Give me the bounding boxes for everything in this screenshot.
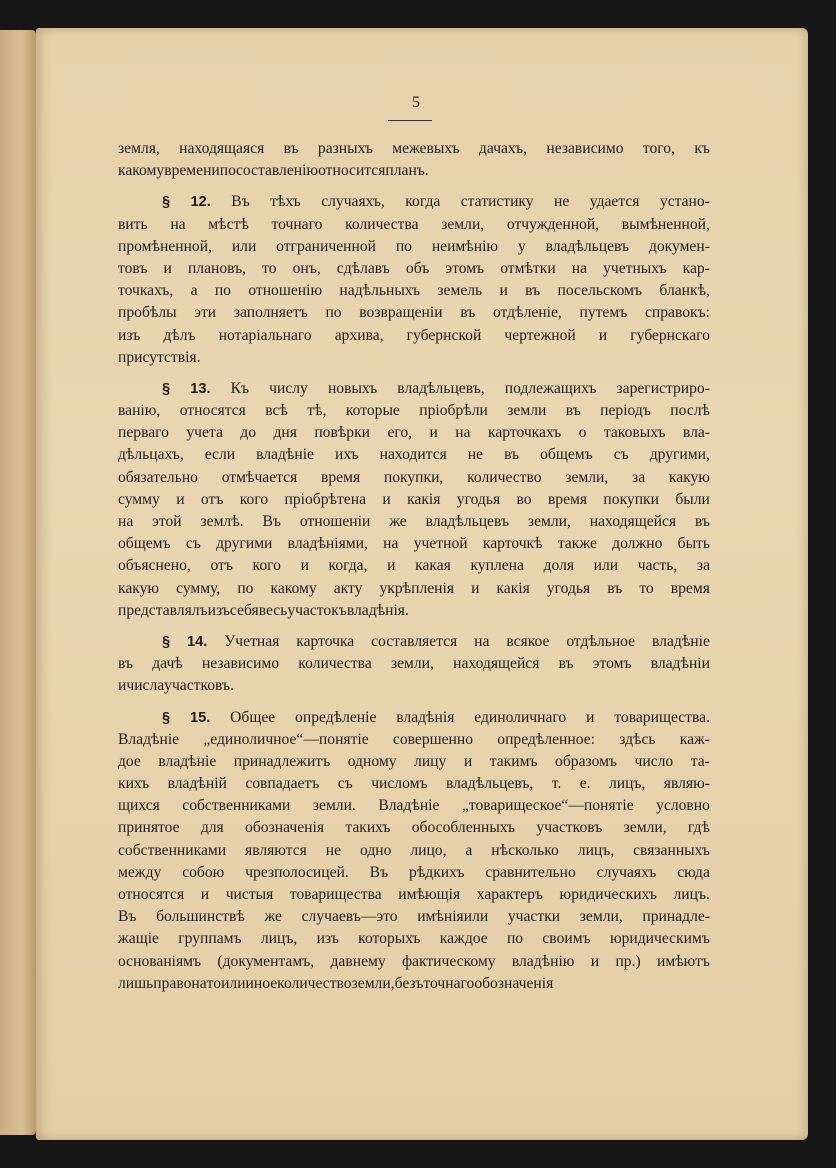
paragraph (118, 191, 710, 369)
text-line: дѣльцахъ, если владѣніе ихъ находится не въ общемъ съ другими, (118, 446, 710, 464)
text-line: пробѣлы эти заполняетъ по возвращеніи въ отдѣленіе, путемъ справокъ: (118, 304, 710, 322)
text-line: Владѣніе „единоличное“—понятіе совершенно опредѣленное: здѣсь каж- (118, 730, 710, 748)
text-line: перваго учета до дня повѣрки его, и на карточкахъ о таковыхъ вла- (118, 424, 710, 442)
facing-page-edge (0, 30, 36, 1135)
text-line: сумму и отъ кого пріобрѣтена и какія угодья во время покупки были (118, 490, 710, 508)
page-number-rule (388, 120, 432, 121)
text-line: лишь право на то или иное количество земли, безъ точнаго обозначенія (118, 974, 554, 992)
paragraph (118, 138, 710, 182)
text-line: собственниками являются не одно лицо, а нѣсколько лицъ, связанныхъ (118, 841, 710, 859)
paragraph-gap (118, 369, 710, 378)
text-line: общемъ съ другими владѣніями, на учетной карточкѣ также должно быть (118, 535, 710, 553)
text-line: обязательно отмѣчается время покупки, количество земли, за какую (118, 468, 710, 486)
text-line: изъ дѣлъ нотаріальнаго архива, губернской чертежной и губернскаго (118, 326, 710, 344)
paragraph (118, 631, 710, 698)
text-line: кихъ владѣній совпадаетъ съ числомъ владѣльцевъ, т. е. лицъ, являю- (118, 775, 710, 793)
text-line: земля, находящаяся въ разныхъ межевыхъ дачахъ, независимо того, къ (118, 140, 710, 157)
text-line: § 15. Общее опредѣленіе владѣнія единоличнаго и товарищества. (162, 708, 710, 726)
text-line: § 14. Учетная карточка составляется на всякое отдѣльное владѣніе (162, 632, 710, 650)
text-line: товъ и плановъ, то онъ, сдѣлавъ объ этомъ отмѣтки на учетныхъ кар- (118, 259, 710, 277)
text-line: присутствія. (118, 348, 201, 366)
page-body (118, 138, 710, 995)
text-line: промѣненной, или отграниченной по неимѣнію у владѣльцевъ докумен- (118, 237, 710, 255)
text-line: между собою чрезполосицей. Въ рѣдкихъ сравнительно случаяхъ сюда (118, 863, 710, 881)
text-line: § 12. Въ тѣхъ случаяхъ, когда статистику не удается устано- (162, 193, 710, 211)
text-line: жащіе группамъ лицъ, изъ которыхъ каждое по своимъ юридическимъ (118, 930, 710, 948)
text-line: въ дачѣ независимо количества земли, находящейся въ этомъ владѣніи (118, 655, 710, 673)
text-line: дое владѣніе принадлежитъ одному лицу и такимъ образомъ число та- (118, 752, 710, 770)
paragraph (118, 707, 710, 995)
paragraph-gap (118, 622, 710, 631)
text-line: какому времени по составленію относится планъ. (118, 162, 429, 180)
text-line: точкахъ, а по отношенію надѣльныхъ земель и въ посельскомъ бланкѣ, (118, 282, 710, 300)
text-line: принятое для обозначенія такихъ обособленныхъ участковъ земли, гдѣ (118, 819, 710, 837)
paragraph-gap (118, 698, 710, 707)
text-line: объяснено, отъ кого и когда, и какая куплена доля или часть, за (118, 557, 710, 575)
text-line: относятся и чистыя товарищества имѣющія характеръ юридическихъ лицъ. (118, 886, 710, 903)
text-line: представлялъ изъ себя весь участокъ владѣнія. (118, 601, 409, 619)
text-line: и числа участковъ. (118, 677, 234, 695)
text-line: Въ большинствѣ же случаевъ—это имѣніяили участки земли, принадле- (118, 908, 710, 926)
paragraph-gap (118, 182, 710, 191)
text-line: щихся собственниками земли. Владѣніе „товарищеское“—понятіе условно (118, 797, 710, 815)
text-line: § 13. Къ числу новыхъ владѣльцевъ, подлежащихъ зарегистриро- (162, 379, 710, 397)
text-line: какую сумму, по какому акту укрѣпленія и какія угодья въ то время (118, 579, 710, 597)
text-line: основаніямъ (документамъ, давнему фактическому владѣнію и пр.) имѣютъ (118, 952, 710, 970)
text-line: на этой землѣ. Въ отношеніи же владѣльцевъ земли, находящейся въ (118, 513, 710, 530)
page-number: 5 (412, 94, 420, 111)
text-line: вить на мѣстѣ точнаго количества земли, отчужденной, вымѣненной, (118, 215, 710, 233)
text-line: ванію, относятся всѣ тѣ, которые пріобрѣли земли въ періодъ послѣ (118, 402, 710, 420)
paragraph (118, 378, 710, 622)
